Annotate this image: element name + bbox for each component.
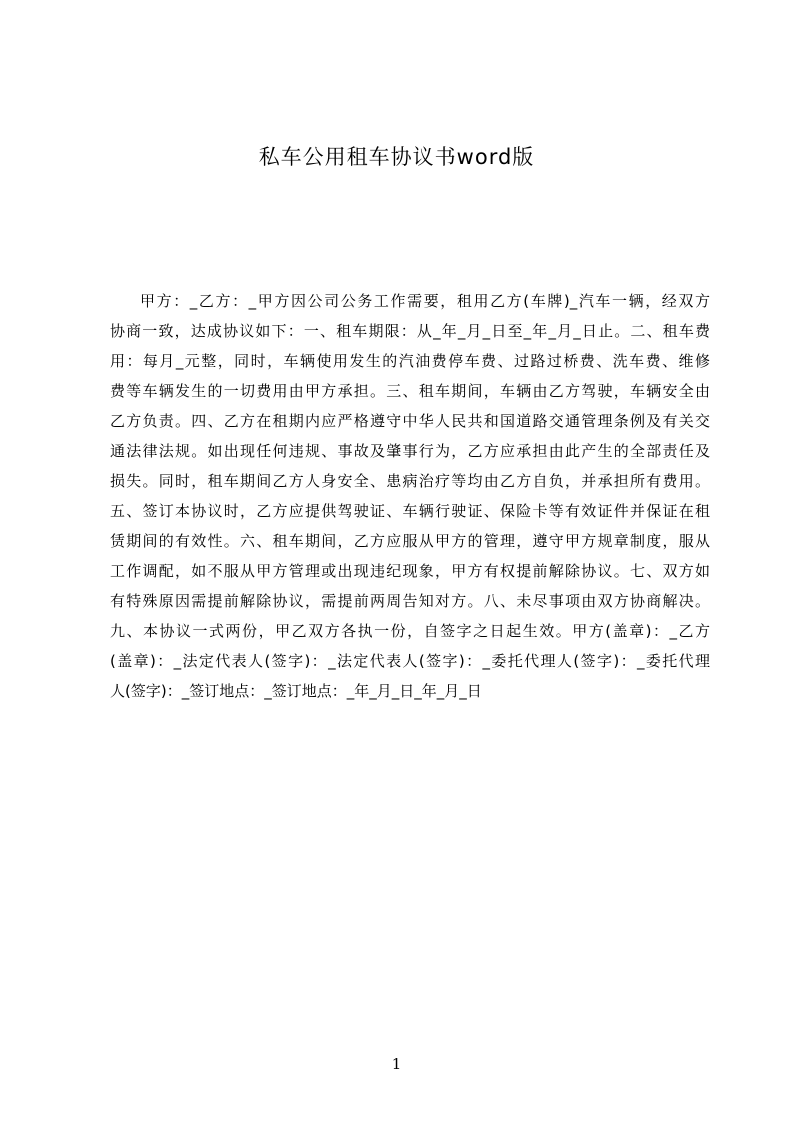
body-line: 损失。同时，租车期间乙方人身安全、患病治疗等均由乙方自负，并承担所有费用。 [110, 472, 710, 490]
body-line: 协商一致，达成协议如下：一、租车期限：从_年_月_日至_年_月_日止。二、租车费 [110, 322, 710, 340]
body-line: 赁期间的有效性。六、租车期间，乙方应服从甲方的管理，遵守甲方规章制度，服从 [110, 532, 710, 550]
body-line: 人(签字)：_签订地点：_签订地点：_年_月_日_年_月_日 [110, 682, 482, 700]
document-body [110, 286, 710, 706]
body-line: 九、本协议一式两份，甲乙双方各执一份，自签字之日起生效。甲方(盖章)：_乙方 [110, 622, 710, 640]
body-line: 费等车辆发生的一切费用由甲方承担。三、租车期间，车辆由乙方驾驶，车辆安全由 [110, 382, 710, 400]
body-line: (盖章)：_法定代表人(签字)：_法定代表人(签字)：_委托代理人(签字)：_委托代理 [110, 652, 710, 670]
body-line: 工作调配，如不服从甲方管理或出现违纪现象，甲方有权提前解除协议。七、双方如 [110, 562, 710, 580]
body-line: 通法律法规。如出现任何违规、事故及肇事行为，乙方应承担由此产生的全部责任及 [110, 442, 710, 460]
body-line: 有特殊原因需提前解除协议，需提前两周告知对方。八、未尽事项由双方协商解决。 [110, 592, 710, 610]
body-line: 用：每月_元整，同时，车辆使用发生的汽油费停车费、过路过桥费、洗车费、维修 [110, 352, 710, 370]
body-line: 甲方：_乙方：_甲方因公司公务工作需要，租用乙方(车牌)_汽车一辆，经双方 [140, 292, 710, 310]
page-number: 1 [391, 1055, 402, 1073]
document-title: 私车公用租车协议书word版 [258, 145, 535, 169]
body-line: 乙方负责。四、乙方在租期内应严格遵守中华人民共和国道路交通管理条例及有关交 [110, 412, 710, 430]
body-line: 五、签订本协议时，乙方应提供驾驶证、车辆行驶证、保险卡等有效证件并保证在租 [110, 502, 710, 520]
